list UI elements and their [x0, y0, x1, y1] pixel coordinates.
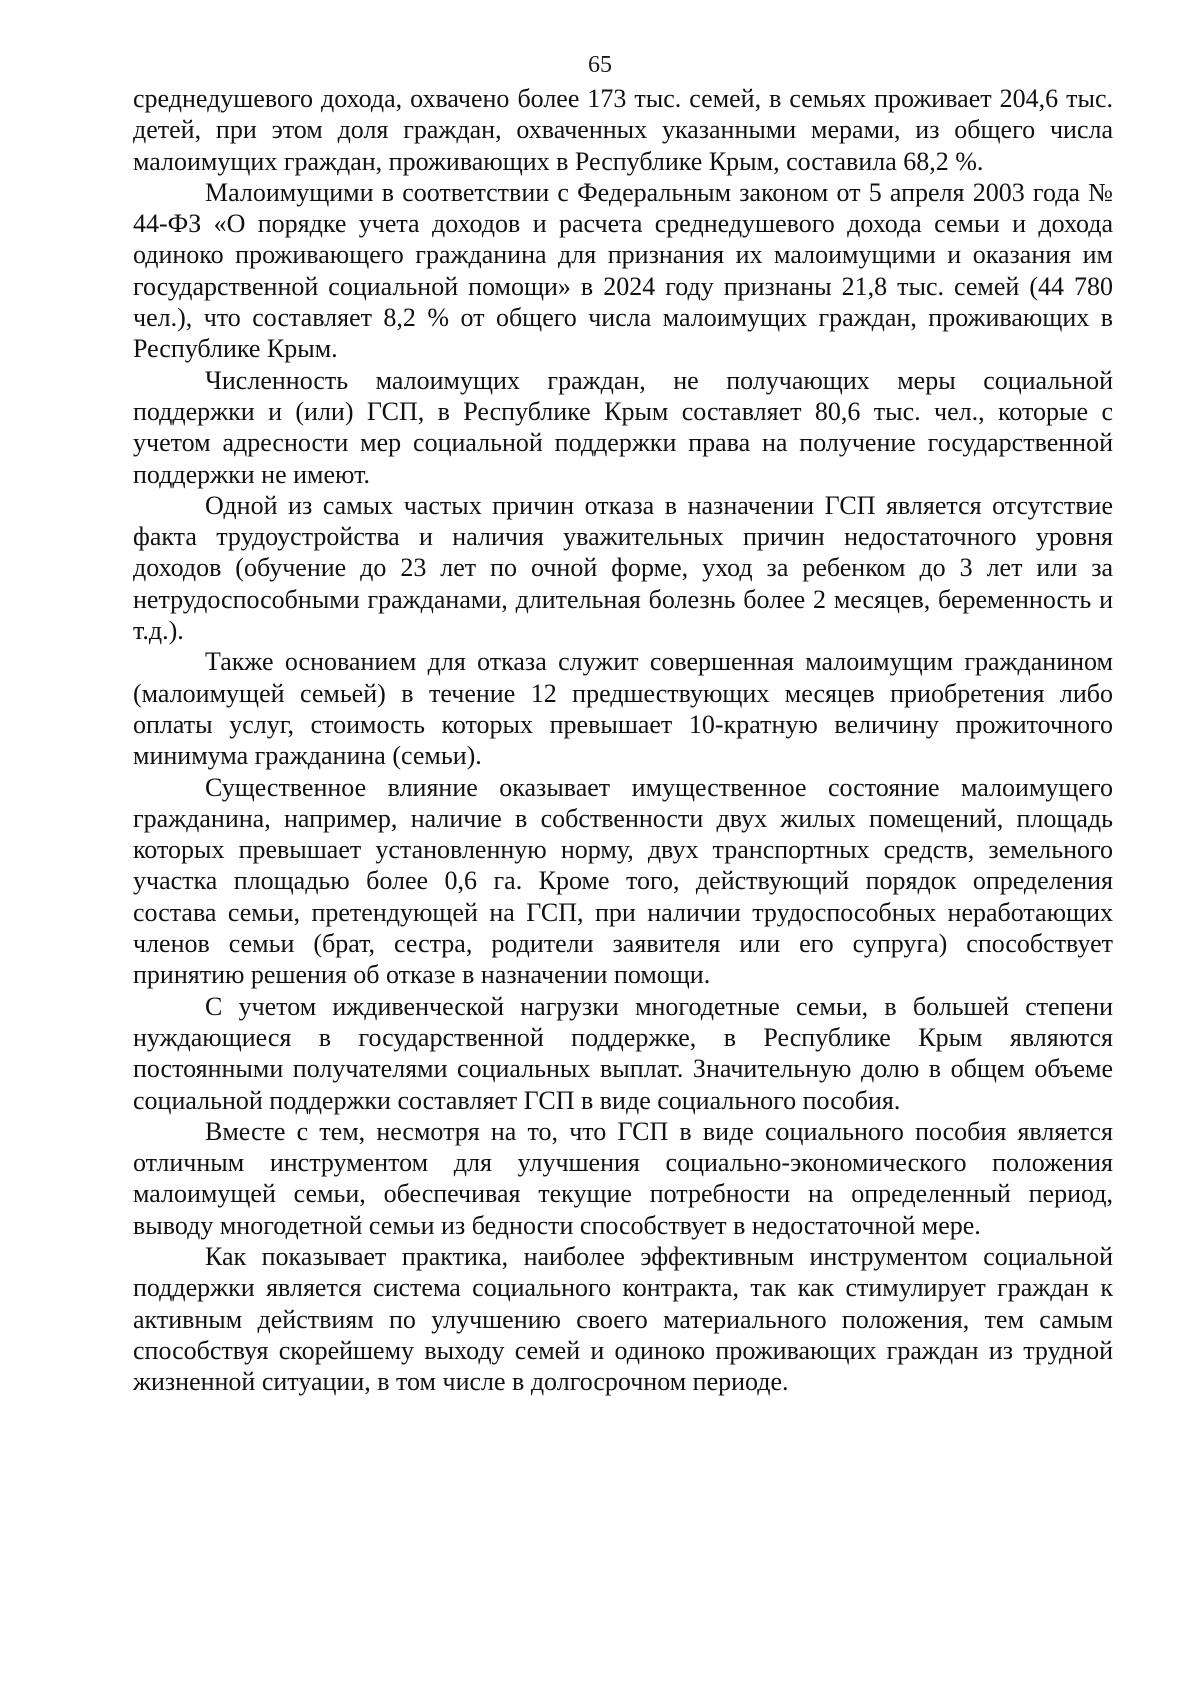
- paragraph-8: Вместе с тем, несмотря на то, что ГСП в виде социального пособия является отличным инструментом для улучшения социально-экономического положения малоимущей семьи, обеспечивая текущие потребности на определенный период, выводу многодетной семьи из бедности способствует в недостаточной мере.: [133, 1116, 1113, 1240]
- paragraph-7: С учетом иждивенческой нагрузки многодетные семьи, в большей степени нуждающиеся в государственной поддержке, в Республике Крым являются постоянными получателями социальных выплат. Значительную долю в общем объеме социальной поддержки составляет ГСП в виде социального пособия.: [133, 991, 1113, 1115]
- page-number: 65: [588, 52, 612, 78]
- paragraph-5: Также основанием для отказа служит совершенная малоимущим гражданином (малоимущей семьей) в течение 12 предшествующих месяцев приобретения либо оплаты услуг, стоимость которых превышает 10-кратную величину прожиточного минимума гражданина (семьи).: [133, 647, 1113, 771]
- paragraph-9: Как показывает практика, наиболее эффективным инструментом социальной поддержки является система социального контракта, так как стимулирует граждан к активным действиям по улучшению своего материального положения, тем самым способствуя скорейшему выходу семей и одиноко проживающих граждан из трудной жизненной ситуации, в том числе в долгосрочном периоде.: [133, 1241, 1113, 1397]
- paragraph-6: Существенное влияние оказывает имущественное состояние малоимущего гражданина, например, наличие в собственности двух жилых помещений, площадь которых превышает установленную норму, двух транспортных средств, земельного участка площадью более 0,6 га. Кроме того, действующий порядок определения состава семьи, претендующей на ГСП, при наличии трудоспособных неработающих членов семьи (брат, сестра, родители заявителя или его супруга) способствует принятию решения об отказе в назначении помощи.: [133, 772, 1113, 990]
- paragraph-4: Одной из самых частых причин отказа в назначении ГСП является отсутствие факта трудоустройства и наличия уважительных причин недостаточного уровня доходов (обучение до 23 лет по очной форме, уход за ребенком до 3 лет или за нетрудоспособными гражданами, длительная болезнь более 2 месяцев, беременность и т.д.).: [133, 490, 1113, 646]
- document-body: [133, 83, 1113, 1397]
- paragraph-1: среднедушевого дохода, охвачено более 173 тыс. семей, в семьях проживает 204,6 тыс. детей, при этом доля граждан, охваченных указанными мерами, из общего числа малоимущих граждан, проживающих в Республике Крым, составила 68,2 %.: [133, 84, 1113, 176]
- paragraph-3: Численность малоимущих граждан, не получающих меры социальной поддержки и (или) ГСП, в Республике Крым составляет 80,6 тыс. чел., которые с учетом адресности мер социальной поддержки права на получение государственной поддержки не имеют.: [133, 365, 1113, 489]
- paragraph-2: Малоимущими в соответствии с Федеральным законом от 5 апреля 2003 года № 44-ФЗ «О порядке учета доходов и расчета среднедушевого дохода семьи и дохода одиноко проживающего гражданина для признания их малоимущими и оказания им государственной социальной помощи» в 2024 году признаны 21,8 тыс. семей (44 780 чел.), что составляет 8,2 % от общего числа малоимущих граждан, проживающих в Республике Крым.: [133, 177, 1113, 364]
